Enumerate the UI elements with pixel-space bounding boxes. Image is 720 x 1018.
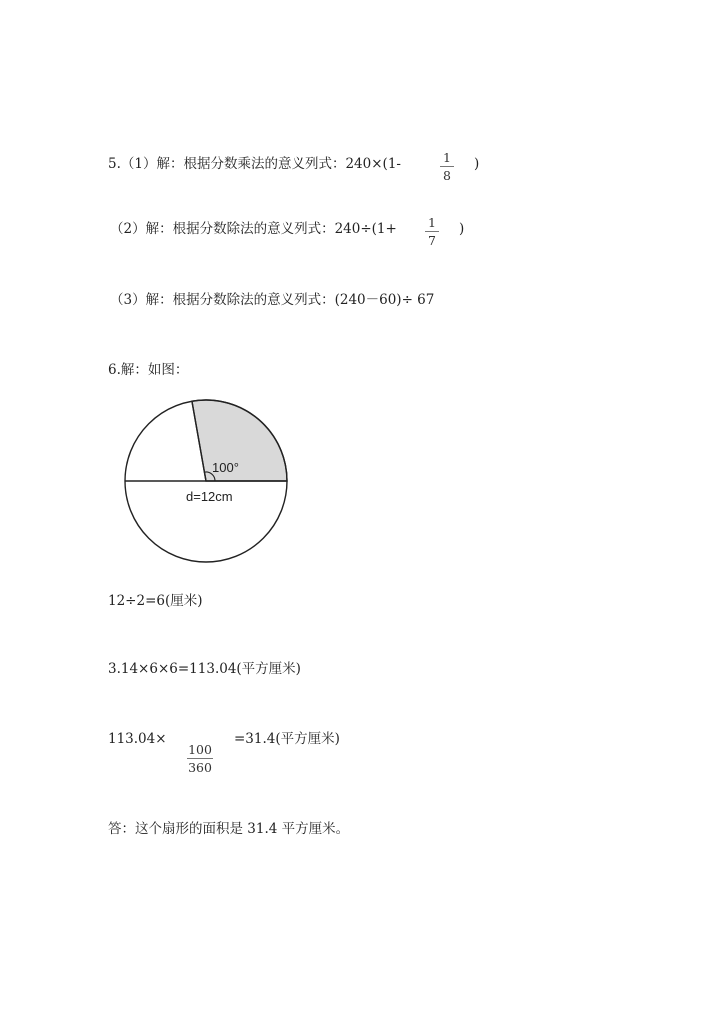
q6-step2: 3.14×6×6=113.04(平方厘米) xyxy=(108,661,301,677)
fraction-bar xyxy=(440,166,454,167)
fraction-numerator: 1 xyxy=(428,215,436,230)
fraction-denominator: 8 xyxy=(443,168,451,183)
q5-part1-tail: ) xyxy=(474,156,480,172)
fraction-numerator: 1 xyxy=(443,150,451,165)
q5-part2-tail: ) xyxy=(459,221,465,237)
q6-step3-left: 113.04× xyxy=(108,731,167,747)
circle-sector-figure xyxy=(118,392,298,572)
fraction-denominator: 7 xyxy=(428,233,436,248)
q6-step3-fraction xyxy=(187,742,213,775)
fraction-bar xyxy=(187,758,213,759)
fraction-numerator: 100 xyxy=(188,742,212,757)
diameter-label: d=12cm xyxy=(186,489,233,504)
fraction-bar xyxy=(425,231,439,232)
shaded-sector xyxy=(192,400,287,481)
fraction-denominator: 360 xyxy=(188,760,212,775)
q5-part1-text: 5.（1）解：根据分数乘法的意义列式：240×(1- xyxy=(108,156,401,172)
q5-part3-text: （3）解：根据分数除法的意义列式：(240－60)÷ 67 xyxy=(110,292,435,308)
angle-label: 100° xyxy=(212,460,239,475)
q5-part1-fraction xyxy=(440,150,454,183)
q6-step3-right: =31.4(平方厘米) xyxy=(234,731,340,747)
q5-part2-text: （2）解：根据分数除法的意义列式：240÷(1+ xyxy=(110,221,397,237)
q5-part2-fraction xyxy=(425,215,439,248)
q6-step1: 12÷2=6(厘米) xyxy=(108,593,203,609)
q6-heading: 6.解：如图： xyxy=(108,362,189,378)
q6-answer: 答：这个扇形的面积是 31.4 平方厘米。 xyxy=(108,821,350,837)
